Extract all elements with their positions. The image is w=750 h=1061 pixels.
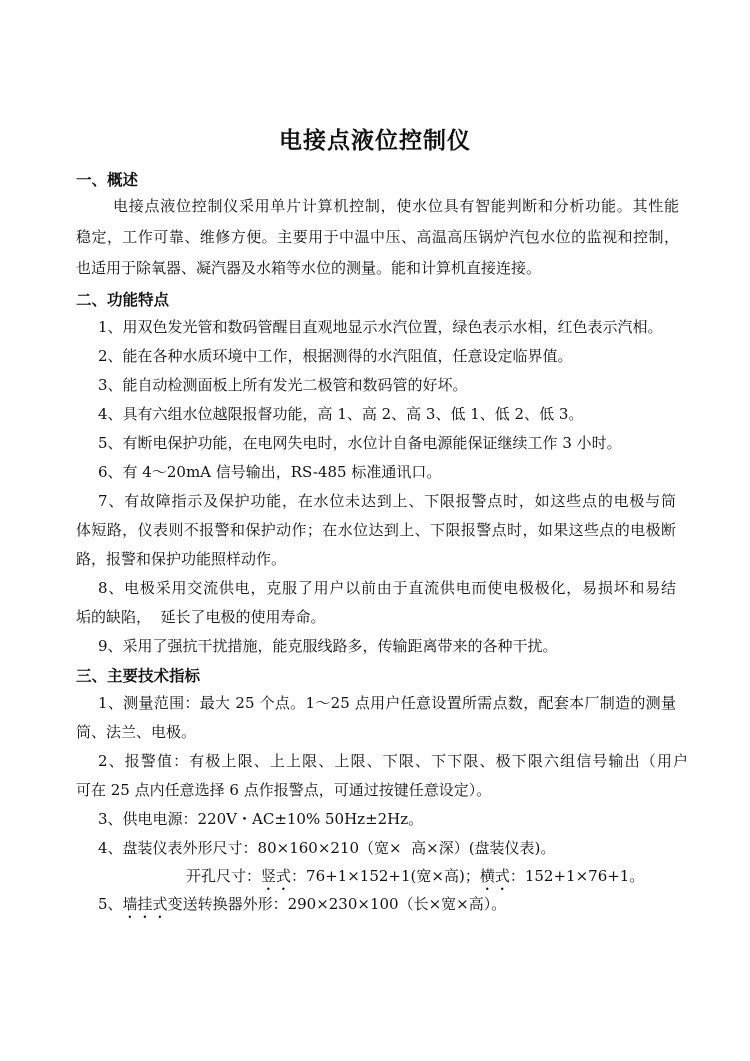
feature-item: 4、具有六组水位越限报督功能，高 1、高 2、高 3、低 1、低 2、低 3。	[98, 405, 584, 423]
spec-item: 2、报警值：有极上限、上上限、上限、下限、下下限、极下限六组信号输出（用户	[98, 752, 688, 770]
overview-paragraph-line: 稳定，工作可靠、维修方便。主要用于中温中压、高温高压锅炉汽包水位的监视和控制，	[76, 228, 679, 246]
document-title: 电接点液位控制仪	[279, 128, 471, 154]
feature-item: 5、有断电保护功能，在电网失电时，水位计自备电源能保证继续工作 3 小时。	[98, 434, 622, 452]
feature-item: 6、有 4～20mA 信号输出，RS-485 标准通讯口。	[98, 463, 442, 481]
spec-item-number: 5、	[98, 895, 123, 913]
feature-item: 3、能自动检测面板上所有发光二极管和数码管的好坏。	[98, 376, 468, 394]
feature-item-continuation: 路，报警和保护功能照样动作。	[76, 550, 287, 568]
horizontal-type-dimensions: ：152+1×76+1。	[509, 867, 645, 885]
overview-paragraph-line: 也适用于除氧器、凝汽器及水箱等水位的测量。能和计算机直接连接。	[76, 259, 542, 277]
spec-item: 3、供电电源：220V・AC±10% 50Hz±2Hz。	[98, 810, 424, 828]
vertical-type-dimensions: ：76+1×152+1(宽×高)；	[291, 867, 480, 885]
spec-item: 1、测量范围：最大 25 个点。1～25 点用户任意设置所需点数，配套本厂制造的测量	[98, 694, 676, 712]
feature-item: 8、电极采用交流供电，克服了用户以前由于直流供电而使电极极化，易损坏和易结	[98, 579, 676, 597]
feature-item: 7、有故障指示及保护功能，在水位未达到上、下限报警点时，如这些点的电极与筒	[98, 492, 676, 510]
wall-mount-label: 墙挂式	[122, 895, 168, 913]
section-heading-features: 二、功能特点	[76, 291, 170, 309]
feature-item: 2、能在各种水质环境中工作，根据测得的水汽阻值，任意设定临界值。	[98, 347, 573, 365]
overview-paragraph-line: 电接点液位控制仪采用单片计算机控制，使水位具有智能判断和分析功能。其性能	[113, 197, 679, 215]
spec-item	[98, 894, 506, 922]
section-heading-overview: 一、概述	[76, 171, 139, 189]
feature-item-continuation: 体短路，仪表则不报警和保护动作；在水位达到上、下限报警点时，如果这些点的电极断	[76, 521, 676, 539]
spec-item-continuation: 筒、法兰、电极。	[76, 723, 197, 741]
horizontal-type-label: 横式	[479, 867, 510, 885]
converter-dimensions: 变送转换器外形：290×230×100（长×宽×高）。	[167, 895, 507, 913]
spec-item-continuation: 可在 25 点内任意选择 6 点作报警点，可通过按键任意设定）。	[76, 781, 492, 799]
cutout-label: 开孔尺寸：	[186, 867, 262, 885]
feature-item: 1、用双色发光管和数码管醒目直观地显示水汽位置，绿色表示水相，红色表示汽相。	[98, 318, 663, 336]
section-heading-specs: 三、主要技术指标	[76, 667, 201, 685]
vertical-type-label: 竖式	[261, 867, 292, 885]
feature-item-continuation: 垢的缺陷， 延长了电极的使用寿命。	[76, 608, 326, 626]
spec-item: 4、盘装仪表外形尺寸：80×160×210（宽× 高×深）(盘装仪表)。	[98, 839, 556, 857]
spec-item-cutout	[186, 866, 644, 894]
feature-item: 9、采用了强抗干扰措施，能克服线路多，传输距离带来的各种干扰。	[98, 637, 558, 655]
